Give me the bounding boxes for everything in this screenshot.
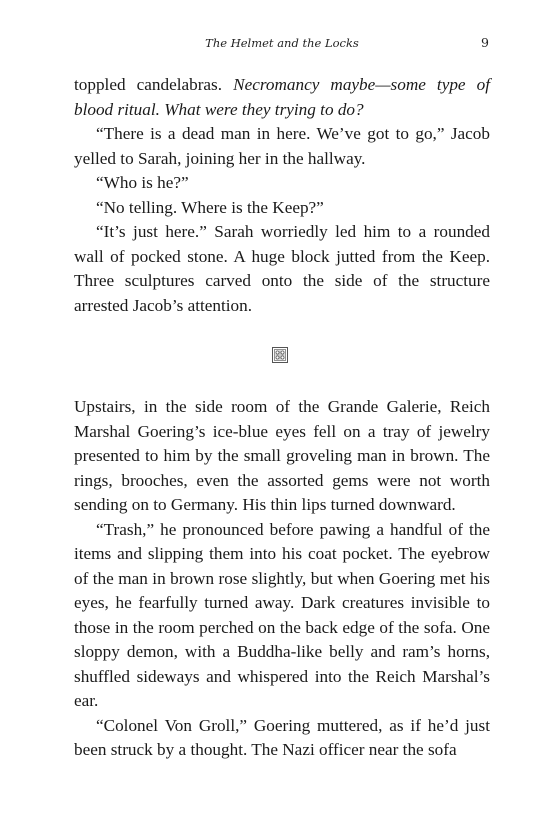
paragraph: “Colonel Von Groll,” Goering muttered, as if he’d just been struck by a thought. The Nazi officer near the sofa	[74, 715, 490, 759]
paragraph: “There is a dead man in here. We’ve got to go,” Jacob yelled to Sarah, joining her in the hallway.	[74, 124, 490, 168]
paragraph: “Trash,” he pronounced before pawing a handful of the items and slipping them into his coat pocket. The eyebrow of the man in brown rose slightly, but when Goering met his eyes, he fearfully turned away. Dark creatures invisible to those in the room perched on the back edge of the sofa. One sloppy demon, with a Buddha-like belly and ram’s horns, shuffled sideways and whispered into the Reich Marshal’s ear.	[74, 519, 490, 710]
page-number: 9	[481, 35, 489, 50]
paragraph: “Who is he?”	[96, 173, 189, 192]
text-section-2	[74, 395, 490, 763]
paragraph: “No telling. Where is the Keep?”	[96, 197, 324, 217]
paragraph-roman-text: toppled candelabras.	[74, 75, 234, 94]
paragraph	[74, 73, 490, 122]
text-section-1	[74, 73, 490, 318]
paragraph: Upstairs, in the side room of the Grande Galerie, Reich Marshal Goering’s ice-blue eyes fell on a tray of jewelry presented to him by the small groveling man in brown. The rings, brooches, even the assorted gems were not worth sending on to Germany. His thin lips turned downward.	[74, 397, 490, 514]
scene-break-ornament-icon	[272, 347, 288, 363]
paragraph: “It’s just here.” Sarah worriedly led him to a rounded wall of pocked stone. A huge block jutted from the Keep. Three sculptures carved onto the side of the structure arrested Jacob’s attention.	[74, 222, 490, 315]
paragraph-italic-text: Necromancy maybe—some type of blood ritual. What were they trying to do?	[74, 75, 490, 119]
running-head: The Helmet and the Locks	[205, 36, 359, 50]
